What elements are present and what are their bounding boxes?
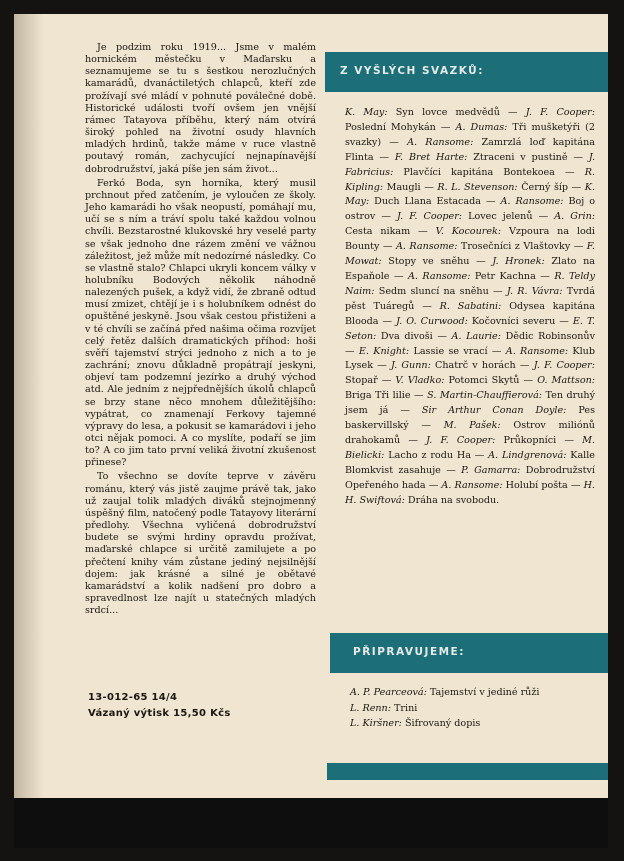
published-author: O. Mattson: [537, 375, 596, 387]
published-author: M. Bielicki: [345, 434, 595, 461]
published-title: Tvrdá pěst Tuáregů [345, 285, 595, 312]
upcoming-item [350, 716, 600, 732]
published-title: Lassie se vrací [409, 345, 488, 357]
published-title: Holubí pošta [502, 479, 568, 491]
published-author: J. F. Cooper: [397, 211, 463, 223]
published-author: A. Ransome: [407, 270, 471, 282]
published-title: Průkopníci [495, 434, 557, 446]
spine-shadow [14, 14, 44, 798]
published-title: Ten druhý jsem já [345, 390, 596, 417]
upcoming-title: Šifrovaný dopis [401, 718, 481, 729]
published-title: Stopy ve sněhu [381, 256, 470, 268]
published-author: R. Teldy Naim: [345, 270, 595, 297]
published-title: Trosečníci z Vlaštovky [457, 241, 571, 253]
published-title: Poslední Mohykán [345, 121, 436, 133]
publication-codes [88, 690, 320, 722]
published-heading-band [325, 52, 608, 92]
upcoming-list [350, 685, 600, 732]
published-title: Syn lovce medvědů [387, 107, 500, 118]
published-author: H. H. Swiftová: [345, 479, 595, 506]
published-title: Dědic Robinsonův [500, 330, 595, 342]
price-label: Vázaný výtisk 15,50 Kčs [88, 708, 231, 719]
published-author: Sir Arthur Conan Doyle: [421, 405, 567, 417]
upcoming-author: L. Kiršner: [350, 718, 402, 729]
published-author: A. Ransome: [407, 136, 474, 148]
published-title: Kalle Blomkvist zasahuje [345, 449, 595, 476]
published-author: J. O. Curwood: [396, 315, 468, 327]
published-title: Dobrodružství Opeřeného hada [345, 464, 595, 491]
published-title: Chatrč v horách [430, 360, 516, 372]
published-list [345, 106, 595, 508]
published-author: A. Dumas: [455, 121, 508, 133]
published-author: A. Ransome: [395, 241, 458, 253]
published-title: Boj o ostrov [345, 196, 595, 223]
published-title: Vzpoura na lodi Bounty [345, 226, 595, 253]
published-author: F. Bret Harte: [394, 151, 468, 163]
published-author: K. May: [345, 181, 595, 208]
upcoming-title: Tajemství v jediné růži [426, 687, 540, 698]
upcoming-item [350, 701, 600, 717]
published-author: J. F. Cooper: [533, 360, 596, 372]
published-heading: Z VYŠLÝCH SVAZKŮ: [340, 65, 484, 77]
published-title: Odysea kapitána Blooda [345, 300, 596, 327]
published-title: Zamrzlá loď kapitána Flinta [345, 136, 596, 163]
published-author: R. L. Stevenson: [437, 181, 518, 193]
published-author: R. Sabatini: [439, 300, 502, 312]
published-list-text: K. May: Syn lovce medvědů — J. F. Cooper: Poslední Mohykán — A. Dumas: Tři mušketýři (2 svazky) — A. Ransome: Zamrzlá loď kapitána Flinta — F. Bret Harte: Ztraceni v pustině — J. Fabricius: Plavčíci kapitána Bontekoea — R. Kipling: Maugli — R. L. Stevenson: Černý šíp — K. May: Duch Llana Estacada — A. Ransome: Boj o ostrov — J. F. Cooper: Lovec jelenů — A. Grin: Cesta nikam — V. Kocourek: Vzpoura na lodi Bounty — A. Ransome: Trosečníci z Vlaštovky — F. Mowat: Stopy ve sněhu — J. Hronek: Zlato na Espaňole — A. Ransome: Petr Kachna — R. Teldy Naim: Sedm sluncí na sněhu — J. R. Vávra: Tvrdá pěst Tuáregů — R. Sabatini: Odysea kapitána Blooda — J. O. Curwood: Kočovníci severu — E. T. Seton: Dva divoši — A. Laurie: Dědic Robinsonův — E. Knight: Lassie se vrací — A. Ransome: Klub Lysek — J. Gunn: Chatrč v horách — J. F. Cooper: Stopař — V. Vladko: Potomci Skytů — O. Mattson: Briga Tři lilie — S. Martin-Chauffierová: Ten druhý jsem já — Sir Arthur Conan Doyle: Pes baskervillský — M. Pašek: Ostrov miliónů drahokamů — J. F. Cooper: Průkopníci — M. Bielicki: Lacho z rodu Ha — A. Lindgrenová: Kalle Blomkvist zasahuje — P. Gamarra: Dobrodružství Opeřeného hada — A. Ransome: Holubí pošta — H. H. Swiftová: Dráha na svobodu. [345, 107, 596, 506]
published-title: Zlato na Espaňole [345, 256, 595, 282]
blurb-paragraph-3: To všechno se dovíte teprve v závěru románu, který vás jistě zaujme právě tak, jako už zaujal tolik mladých diváků stejnojmenný úspěšný film, natočený podle Tatayovy literární předlohy. Všechna vyličená dobrodružství budete se svými hrdiny opravdu prožívat, maďarské chlapce si určitě zamilujete a po přečtení knihy vám zůstane jediný nejsilnější dojem: jak krásné a silné je obětavé kamarádství a kolik nadšení pro dobro a spravedlnost lze najít u statečných mladých srdcí... [85, 471, 316, 617]
published-title: Ztraceni v pustině [467, 151, 568, 163]
published-author: E. Knight: [358, 345, 410, 357]
published-title: Cesta nikam [345, 226, 411, 238]
bottom-teal-band [327, 763, 608, 780]
published-author: J. Fabricius: [345, 151, 596, 178]
published-author: J. Hronek: [492, 256, 545, 268]
published-author: S. Martin-Chauffierová: [427, 390, 543, 402]
published-author: J. F. Cooper: [426, 434, 496, 446]
published-author: A. Laurie: [451, 330, 501, 342]
published-title: Plavčíci kapitána Bontekoea [393, 166, 555, 178]
published-author: M. Pašek: [443, 420, 501, 432]
published-author: A. Ransome: [505, 345, 569, 357]
published-title: Klub Lysek [345, 345, 595, 372]
published-title: Briga Tři lilie [345, 390, 411, 402]
published-title: Ostrov miliónů drahokamů [345, 420, 595, 446]
published-title: Tři mušketýři (2 svazky) [345, 121, 595, 148]
upcoming-title: Trini [390, 702, 418, 714]
published-author: F. Mowat: [345, 241, 595, 268]
upcoming-author: A. P. Pearceová: [350, 687, 427, 698]
bottom-dark-band [14, 798, 608, 848]
published-title: Potomci Skytů [444, 375, 520, 387]
published-author: K. May: [345, 107, 388, 118]
published-author: J. R. Vávra: [506, 285, 563, 297]
blurb-column [85, 42, 316, 617]
published-title: Petr Kachna [470, 270, 536, 282]
published-author: A. Grin: [554, 211, 595, 223]
published-title: Lovec jelenů [462, 211, 533, 223]
published-title: Kočovníci severu [467, 315, 556, 327]
published-author: E. T. Seton: [345, 315, 595, 342]
upcoming-heading-band [330, 633, 608, 673]
upcoming-item [350, 685, 600, 701]
published-title: Lacho z rodu Ha [384, 449, 471, 461]
published-author: R. Kipling: [345, 166, 595, 193]
published-title: Dráha na svobodu. [404, 494, 500, 506]
published-author: J. F. Cooper: [525, 107, 596, 118]
upcoming-author: L. Renn: [350, 702, 391, 714]
published-title: Duch Llana Estacada [369, 196, 482, 208]
blurb-paragraph-2: Ferkó Boda, syn horníka, který musil prchnout před zatčením, je vyloučen ze školy. Jeho kamarádi ho však neopustí, pomáhají mu, učí se s ním a tráví spolu také každou volnou chvíli. Bezstarostné klukovské hry veselé party se však jednoho dne rázem změní ve vážnou záležitost, jež může mít nedozírné následky. Co se vlastně stalo? Chlapci ukryli koncem války v holubníku Bodových několik náhodně nalezených pušek, a když vidí, že zbraně odtud musí zmizet, chtějí je i s holubníkem odnést do opuštěné jeskyně. Jsou však cestou přistiženi a v té chvíli se začíná před našima očima rozvíjet celý řetěz dalších dramatických příhod: hoši svěří tajemství strýci jednoho z nich a to je zachrání; znovu důkladně propátrají jeskyni, objeví tam podzemní jezírko a druhý východ atd. Ale jedním z nejpřednějších úkolů chlapců se brzy stane něco mnohem důležitějšího: vypátrat, co znamenají Ferkovy tajemné výpravy do lesa, a pokusit se kamarádovi i jeho otci nějak pomoci. A co myslíte, podaří se jim to? A co jim tato první veliká životní zkušenost přinese? [85, 177, 316, 469]
published-author: A. Ransome: [441, 479, 503, 491]
published-author: V. Kocourek: [435, 226, 502, 238]
published-title: Pes baskervillský [345, 405, 596, 432]
catalog-number: 13-012-65 14/4 [88, 692, 178, 703]
published-author: P. Gamarra: [461, 464, 521, 476]
published-author: J. Gunn: [391, 360, 431, 372]
published-author: A. Lindgrenová: [488, 449, 567, 461]
published-title: Sedm sluncí na sněhu [374, 285, 489, 297]
upcoming-heading: PŘIPRAVUJEME: [353, 646, 465, 658]
published-title: Dva divoši [376, 330, 433, 342]
published-title: Černý šíp [517, 181, 569, 193]
published-author: V. Vladko: [395, 375, 445, 387]
published-title: Maugli [383, 181, 421, 193]
blurb-paragraph-1: Je podzim roku 1919... Jsme v malém hornickém městečku v Maďarsku a seznamujeme se tu s šestkou nerozlučných kamarádů, dvanáctiletých chlapců, kteří zde prožívají své mládí v pohnuté poválečné době. Historické události tvoří ovšem jen vnější rámec Tatayova příběhu, který nám otvírá široký pohled na životní osudy hlavních mladých hrdinů, takže máme v ruce vlastně poutavý román, zachycující nejnapínavější dobrodružství, jaká píše jen sám život... [85, 42, 316, 175]
published-author: A. Ransome: [500, 196, 564, 208]
published-title: Stopař [345, 375, 378, 387]
